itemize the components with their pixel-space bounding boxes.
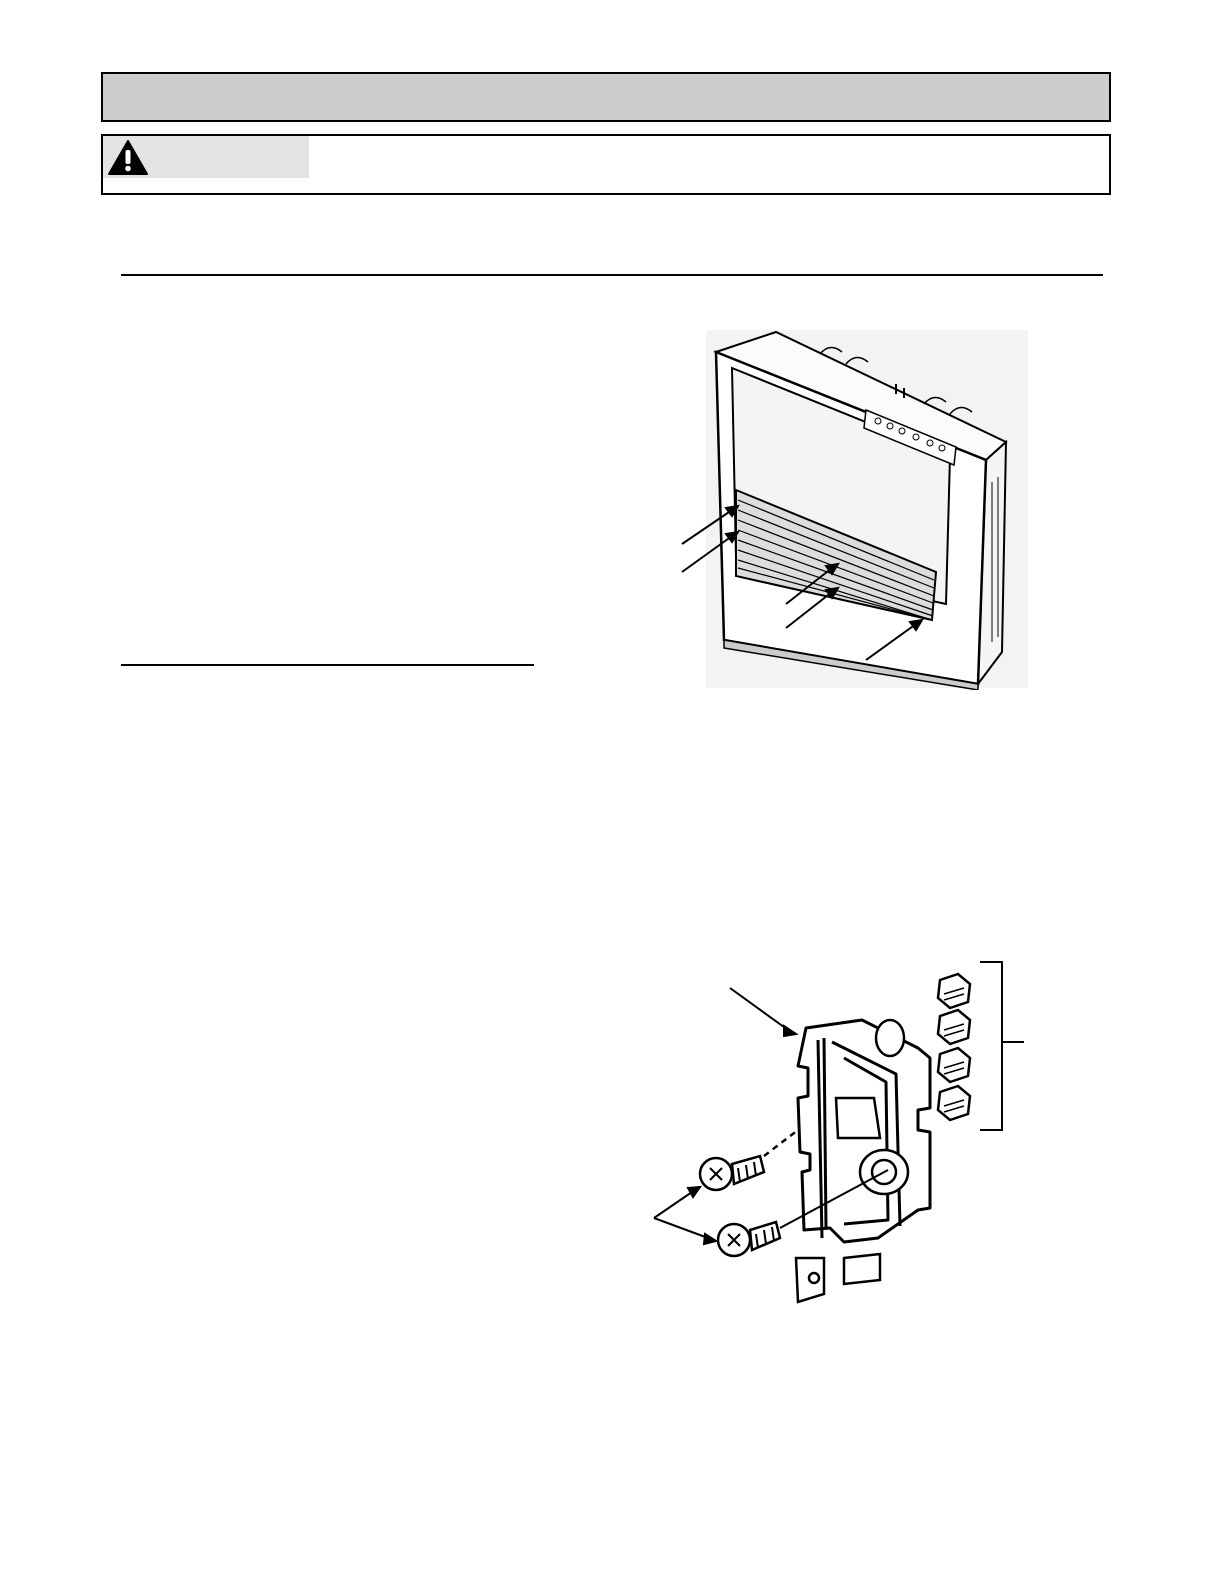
- warning-box: [101, 134, 1111, 195]
- section-title: [103, 74, 1109, 98]
- warning-triangle-icon: [107, 139, 149, 177]
- subsection-rule-1: [121, 274, 1103, 276]
- heater-front-illustration: [680, 322, 1030, 690]
- warning-tag: [103, 136, 309, 178]
- section-title-bar: [101, 72, 1111, 122]
- subsection-rule-2: [121, 664, 534, 666]
- regulator-bracket-illustration: [648, 958, 1038, 1310]
- nut-group: [938, 974, 970, 1120]
